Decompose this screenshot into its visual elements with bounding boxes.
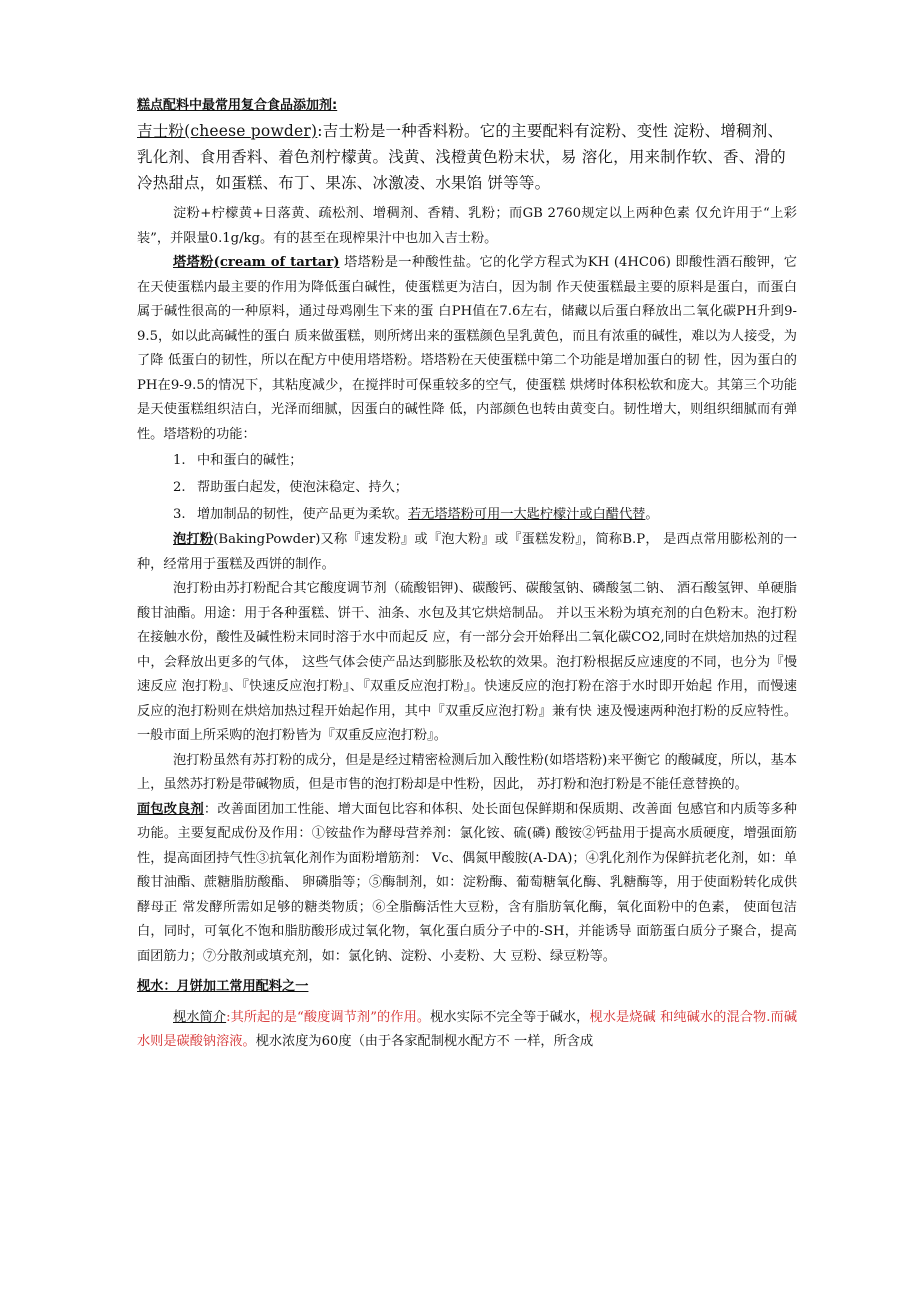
- list-item-number: 3.: [173, 507, 186, 522]
- lemon-substitute-note: 若无塔塔粉可用一大匙柠檬汁或白醋代替: [408, 507, 646, 522]
- tartar-text: 塔塔粉是一种酸性盐。它的化学方程式为KH (4HC06) 即酸性酒石酸钾，它在天使蛋糕内最主要的作用为降低蛋白碱性，使蛋糕更为洁白，因为制 作天使蛋糕最主要的原料是蛋白，而蛋白属于碱性很高的一种原料，通过母鸡刚生下来的蛋 白PH值在7.6左右，储藏以后蛋白释放出二氧化碳PH升到9-9.5，如以此高碱性的蛋白 质来做蛋糕，则所烤出来的蛋糕颜色呈乳黄色，而且有浓重的碱性，难以为人接受，为了降 低蛋白的韧性，所以在配方中使用塔塔粉。塔塔粉在天使蛋糕中第二个功能是增加蛋白的韧 性，因为蛋白的PH在9-9.5的情况下，其粘度减少，在搅拌时可保重较多的空气，使蛋糕 烘烤时体积松软和庞大。其第三个功能是天使蛋糕组织洁白，光泽而细腻，因蛋白的碱性降 低，内部颜色也转由黄变白。韧性增大，则组织细腻而有弹性。塔塔粉的功能：: [137, 255, 797, 442]
- list-item: [137, 447, 797, 474]
- lye-text-2: 枧水浓度为60度（由于各家配制枧水配方不 一样，所含成: [255, 1034, 594, 1049]
- lye-red-text-1: :其所起的是“酸度调节剂”的作用。: [226, 1009, 431, 1025]
- lye-red-text-2: 枧水是烧碱 和纯碱水的混合物.而碱水则是碳酸钠溶液。: [137, 1009, 798, 1049]
- custard-text: 吉士粉是一种香料粉。它的主要配料有淀粉、变性 淀粉、增稠剂、乳化剂、食用香料、着色剂柠檬黄。浅黄、浅橙黄色粉末状，易 溶化，用来制作软、香、滑的冷热甜点，如蛋糕、布丁、果冻、冰激凌、水果馅 饼等等。: [137, 122, 786, 192]
- tartar-term: 塔塔粉(cream of tartar): [173, 255, 340, 270]
- tartar-paragraph: [137, 251, 797, 447]
- bread-improver-paragraph: [137, 798, 797, 970]
- bread-improver-text: 改善面团加工性能、增大面包比容和体积、处长面包保鲜期和保质期、改善面 包感官和内质等多种功能。主要复配成份及作用：①铵盐作为酵母营养剂：氯化铵、硫(磷) 酸铵②钙盐用于提高水质硬度，增强面筋性，提高面团持气性③抗氧化剂作为面粉增筋剂： Vc、偶氮甲酸胺(A-DA)；④乳化剂作为保鲜抗老化剂，如：单酸甘油酯、蔗糖脂肪酸酯、 卵磷脂等；⑤酶制剂，如：淀粉酶、葡萄糖氧化酶、乳糖酶等，用于使面粉转化成供酵母正 常发酵所需如足够的糖类物质；⑥全脂酶活性大豆粉，含有脂肪氧化酶，氧化面粉中的色素， 使面包洁白，同时，可氧化不饱和脂肪酸形成过氧化物，氧化蛋白质分子中的-SH，并能诱导 面筋蛋白质分子聚合，提高面团筋力；⑦分散剂或填充剂，如：氯化钠、淀粉、小麦粉、大 豆粉、绿豆粉等。: [137, 801, 797, 964]
- list-item-end: 。: [645, 507, 659, 522]
- document-page: [137, 96, 797, 1055]
- lye-text-1: 枧水实际不完全等于碱水，: [430, 1009, 590, 1025]
- baking-powder-text: (BakingPowder)又称『速发粉』或『泡大粉』或『蛋糕发粉』，简称B.P， 是西点常用膨松剂的一种，经常用于蛋糕及西饼的制作。: [137, 532, 798, 572]
- bread-improver-sep: ：: [203, 801, 218, 817]
- custard-term: 吉士粉(cheese powder): [137, 122, 318, 140]
- list-item-number: 2.: [173, 480, 186, 495]
- list-item: [137, 474, 797, 501]
- custard-paragraph-2: 淀粉+柠檬黄+日落黄、疏松剂、增稠剂、香精、乳粉；而GB 2760规定以上两种色素 仅允许用于“上彩装”，并限量0.1g/kg。有的甚至在现榨果汁中也加入吉士粉。: [137, 206, 797, 246]
- lye-intro-label: 枧水简介: [173, 1009, 227, 1025]
- lye-water-heading: 枧水：月饼加工常用配料之一: [137, 979, 309, 994]
- document-title: 糕点配料中最常用复合食品添加剂:: [137, 98, 338, 113]
- baking-powder-term: 泡打粉: [173, 532, 214, 547]
- baking-powder-paragraph: [137, 528, 797, 577]
- baking-powder-paragraph-2: 泡打粉由苏打粉配合其它酸度调节剂（硫酸铝钾)、碳酸钙、碳酸氢钠、磷酸氢二钠、 酒石酸氢钾、单硬脂酸甘油酯。用途：用于各种蛋糕、饼干、油条、水包及其它烘焙制品。 并以玉米粉为填充剂的白色粉末。泡打粉在接触水份，酸性及碱性粉末同时溶于水中而起反 应，有一部分会开始释出二氧化碳CO2,同时在烘焙加热的过程中，会释放出更多的气体， 这些气体会使产品达到膨胀及松软的效果。泡打粉根据反应速度的不同，也分为『慢速反应 泡打粉』、『快速反应泡打粉』、『双重反应泡打粉』。快速反应的泡打粉在溶于水时即开始起 作用，而慢速反应的泡打粉则在烘焙加热过程开始起作用，其中『双重反应泡打粉』兼有快 速及慢速两种泡打粉的反应特性。一般市面上所采购的泡打粉皆为『双重反应泡打粉』。: [137, 581, 797, 743]
- bread-improver-term: 面包改良剂: [137, 801, 204, 817]
- lye-water-paragraph: [137, 1006, 797, 1055]
- baking-powder-paragraph-3: 泡打粉虽然有苏打粉的成分，但是是经过精密检测后加入酸性粉(如塔塔粉)来平衡它 的酸碱度，所以，基本上，虽然苏打粉是带碱物质，但是市售的泡打粉却是中性粉，因此， 苏打粉和泡打粉是不能任意替换的。: [137, 752, 797, 792]
- custard-paragraph: [137, 118, 797, 196]
- custard-sep: :: [317, 122, 323, 140]
- list-item: [137, 501, 797, 528]
- list-item-number: 1.: [173, 453, 186, 468]
- list-item-text: 中和蛋白的碱性；: [197, 453, 303, 468]
- list-item-text: 帮助蛋白起发，使泡沫稳定、持久；: [197, 480, 408, 495]
- list-item-text: 增加制品的韧性，使产品更为柔软。: [197, 507, 408, 522]
- tartar-function-list: [137, 447, 797, 528]
